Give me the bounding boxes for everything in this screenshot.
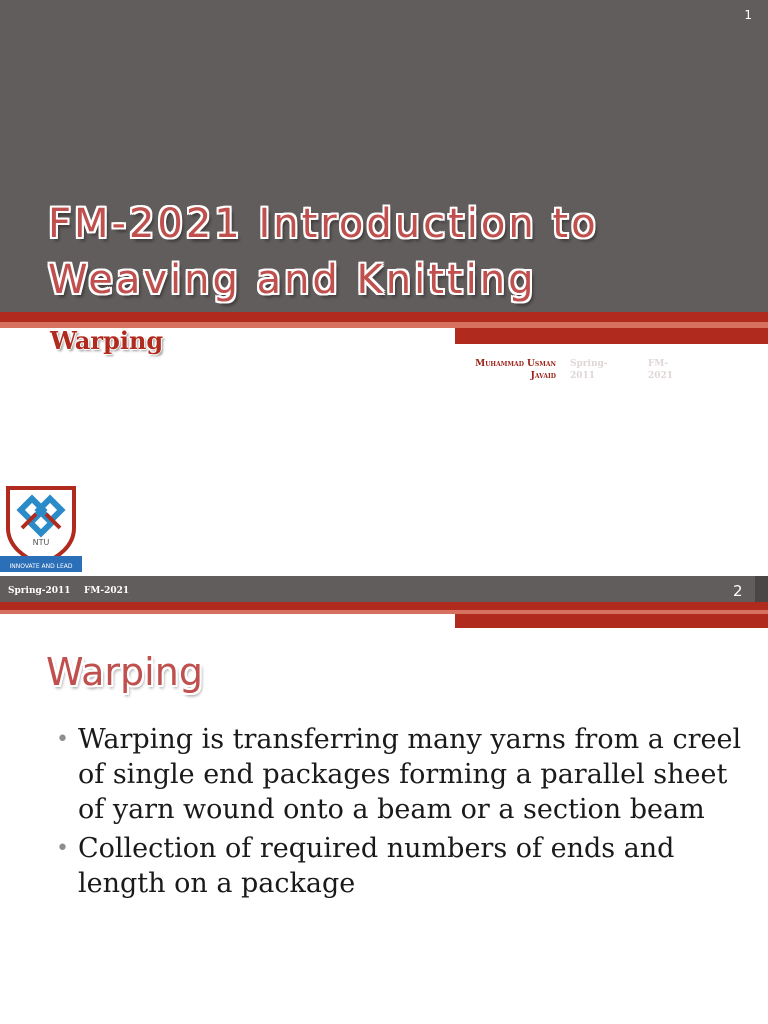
slide1-footer-date: Spring-2011	[570, 359, 608, 381]
list-item	[54, 831, 744, 901]
logo-ribbon-text: INNOVATE AND LEAD	[9, 563, 73, 570]
bullet-list	[54, 722, 744, 905]
scrollbar[interactable]	[755, 576, 768, 602]
slide2-red-stripe	[455, 614, 768, 628]
slide2-page-number: 2	[733, 582, 743, 600]
bullet-icon: •	[56, 727, 69, 752]
slide2-footer-course: FM-2021	[84, 586, 130, 596]
slide1-page-number: 1	[744, 8, 752, 22]
ntu-shield-icon	[0, 484, 82, 576]
slide2-red-band	[0, 602, 768, 610]
bullet-text: Collection of required numbers of ends and length on a package	[78, 833, 675, 899]
slide2-heading: Warping	[46, 650, 203, 694]
slide1-title: FM-2021 Introduction to Weaving and Knitting	[48, 201, 599, 303]
bullet-text: Warping is transferring many yarns from a creel of single end packages forming a parallel sheet of yarn wound onto a beam or a section beam	[78, 724, 742, 825]
slide1-red-band	[0, 312, 768, 322]
slide1-subtitle: Warping	[50, 326, 164, 355]
list-item	[54, 722, 744, 827]
bullet-icon: •	[56, 836, 69, 861]
slide1-author: Muhammad Usman Javaid	[475, 359, 556, 381]
logo-text: NTU	[32, 538, 50, 547]
slide1-footer-course: FM-2021	[648, 359, 674, 381]
slide1-red-stripe	[455, 328, 768, 344]
slide2-footer-date: Spring-2011	[8, 586, 71, 596]
